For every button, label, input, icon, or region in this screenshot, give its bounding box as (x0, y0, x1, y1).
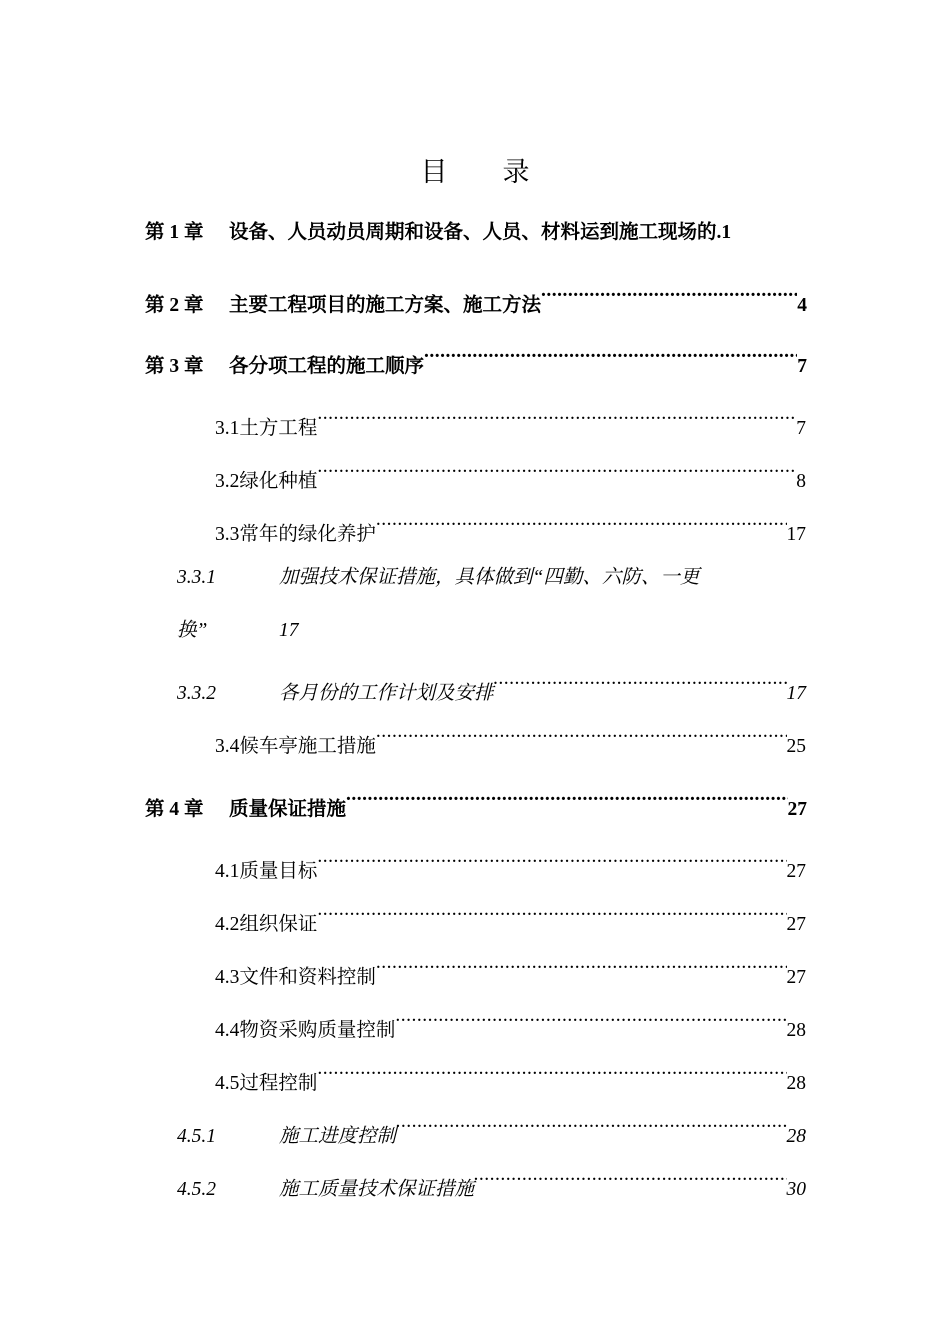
entry-number: 3.3.2 (177, 683, 216, 704)
entry-page: 28 (786, 1020, 806, 1041)
leader-dots (376, 510, 787, 540)
entry-page: 30 (786, 1179, 806, 1200)
leader-dots (395, 1006, 786, 1036)
toc-entry-chapter-4[interactable] (145, 785, 807, 820)
leader-dots (424, 342, 797, 372)
leader-dots (474, 1165, 786, 1195)
toc-entry-3-3-2[interactable] (177, 669, 806, 704)
entry-title: 施工进度控制 (279, 1126, 397, 1147)
entry-title: 3.4候车亭施工措施 (215, 736, 376, 757)
toc-entry-4-2[interactable] (215, 900, 806, 935)
entry-title: 4.3文件和资料控制 (215, 967, 376, 988)
leader-dots (396, 1112, 786, 1142)
toc-title (0, 150, 950, 189)
entry-title: 4.5过程控制 (215, 1073, 318, 1094)
leader-dots (317, 847, 786, 877)
leader-dots (317, 900, 786, 930)
entry-page: 8 (796, 471, 806, 492)
entry-title: 4.1质量目标 (215, 861, 318, 882)
entry-title: 各分项工程的施工顺序 (229, 356, 425, 377)
toc-entry-4-3[interactable] (215, 953, 806, 988)
entry-number: 4.5.1 (177, 1126, 216, 1147)
leader-dots (376, 953, 787, 983)
entry-page: 17 (786, 524, 806, 545)
leader-dots (376, 722, 787, 752)
entry-page: 28 (786, 1126, 806, 1147)
toc-entry-chapter-2[interactable] (145, 281, 807, 316)
entry-page: 17 (279, 620, 299, 641)
toc-entry-4-5-1[interactable] (177, 1112, 806, 1147)
toc-entry-3-1[interactable] (215, 404, 806, 439)
toc-title-char-2: 录 (502, 157, 530, 187)
entry-number: 第 1 章 (145, 222, 204, 243)
entry-page: 25 (786, 736, 806, 757)
entry-page: 27 (786, 967, 806, 988)
toc-entry-3-3-1-continued[interactable] (177, 616, 299, 646)
leader-dots (494, 669, 787, 699)
entry-page: 17 (786, 683, 806, 704)
entry-page: 7 (796, 418, 806, 439)
entry-number: 第 4 章 (145, 799, 204, 820)
toc-entry-4-5-2[interactable] (177, 1165, 806, 1200)
leader-dots (541, 281, 797, 311)
entry-title-continued: 换” (177, 620, 208, 641)
entry-title: 4.4物资采购质量控制 (215, 1020, 396, 1041)
entry-title: 3.3常年的绿化养护 (215, 524, 376, 545)
toc-entry-chapter-3[interactable] (145, 342, 807, 377)
entry-title: 3.1土方工程 (215, 418, 318, 439)
entry-title: 4.2组织保证 (215, 914, 318, 935)
leader-dots (317, 457, 796, 487)
entry-page: 7 (797, 356, 807, 377)
entry-title: 加强技术保证措施，具体做到“四勤、六防、一更 (279, 567, 700, 588)
toc-entry-chapter-1[interactable] (145, 218, 807, 248)
entry-title: 3.2绿化种植 (215, 471, 318, 492)
toc-title-char-1: 目 (420, 157, 448, 187)
entry-number: 4.5.2 (177, 1179, 216, 1200)
entry-page: 27 (786, 914, 806, 935)
leader-dots (317, 404, 796, 434)
entry-title: 施工质量技术保证措施 (279, 1179, 475, 1200)
entry-title: 主要工程项目的施工方案、施工方法 (229, 295, 542, 316)
entry-number: 3.3.1 (177, 567, 216, 588)
entry-title: 质量保证措施 (229, 799, 347, 820)
toc-entry-3-2[interactable] (215, 457, 806, 492)
toc-entry-4-4[interactable] (215, 1006, 806, 1041)
toc-entry-3-3-1[interactable] (177, 563, 806, 593)
entry-number: 第 3 章 (145, 356, 204, 377)
entry-number: 第 2 章 (145, 295, 204, 316)
toc-entry-4-5[interactable] (215, 1059, 806, 1094)
toc-entry-4-1[interactable] (215, 847, 806, 882)
entry-page: 27 (786, 861, 806, 882)
toc-entry-3-4[interactable] (215, 722, 806, 757)
leader-dots (346, 785, 787, 815)
entry-title: 设备、人员动员周期和设备、人员、材料运到施工现场的. (229, 222, 722, 243)
entry-page: 27 (787, 799, 807, 820)
entry-title: 各月份的工作计划及安排 (279, 683, 494, 704)
leader-dots (317, 1059, 786, 1089)
toc-entry-3-3[interactable] (215, 510, 806, 545)
entry-page: 4 (797, 295, 807, 316)
entry-page: 1 (721, 222, 732, 243)
entry-page: 28 (786, 1073, 806, 1094)
